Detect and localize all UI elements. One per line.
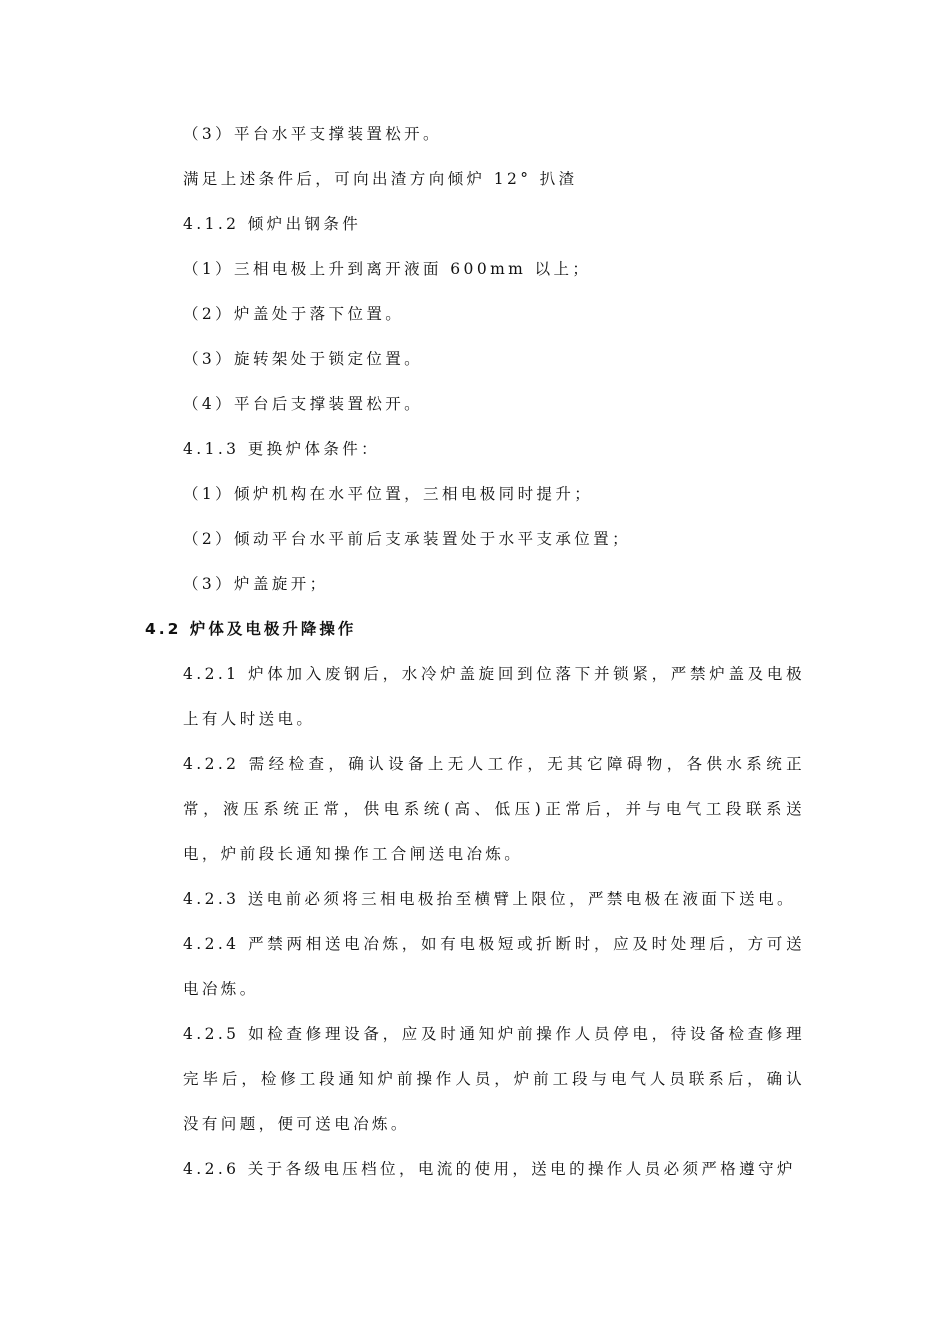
paragraph-4-2-5: 4.2.5 如检查修理设备，应及时通知炉前操作人员停电，待设备检查修理完毕后，检修工段通知炉前操作人员，炉前工段与电气人员联系后，确认没有问题，便可送电冶炼。 xyxy=(183,1025,805,1133)
section-4-1-2: 4.1.2 倾炉出钢条件 xyxy=(183,215,362,233)
list-item-2-support-position: （2）倾动平台水平前后支承装置处于水平支承位置； xyxy=(183,530,631,548)
list-item-2-roof: （2）炉盖处于落下位置。 xyxy=(183,305,405,323)
paragraph-4-2-3: 4.2.3 送电前必须将三相电极抬至横臂上限位，严禁电极在液面下送电。 xyxy=(183,890,796,908)
paragraph-tilt-slag: 满足上述条件后，可向出渣方向倾炉 12° 扒渣 xyxy=(183,170,578,188)
list-item-1-tilt-level: （1）倾炉机构在水平位置，三相电极同时提升； xyxy=(183,485,594,503)
list-item-3-roof-swing: （3）炉盖旋开； xyxy=(183,575,329,593)
paragraph-4-2-2: 4.2.2 需经检查，确认设备上无人工作，无其它障碍物，各供水系统正常，液压系统正常，供电系统(高、低压)正常后，并与电气工段联系送电，炉前段长通知操作工合闸送电冶炼。 xyxy=(183,755,805,863)
paragraph-4-2-1: 4.2.1 炉体加入废钢后，水冷炉盖旋回到位落下并锁紧，严禁炉盖及电极上有人时送电。 xyxy=(183,665,805,728)
section-heading-4-2: 4.2 炉体及电极升降操作 xyxy=(145,620,357,638)
list-item-1-electrodes: （1）三相电极上升到离开液面 600mm 以上； xyxy=(183,260,592,278)
section-4-1-3: 4.1.3 更换炉体条件： xyxy=(183,440,381,458)
document-body xyxy=(145,112,805,1192)
paragraph-4-2-4: 4.2.4 严禁两相送电冶炼，如有电极短或折断时，应及时处理后，方可送电冶炼。 xyxy=(183,935,805,998)
paragraph-3-platform-support: （3）平台水平支撑装置松开。 xyxy=(183,125,442,143)
list-item-4-rear-support: （4）平台后支撑装置松开。 xyxy=(183,395,424,413)
list-item-3-swivel: （3）旋转架处于锁定位置。 xyxy=(183,350,424,368)
paragraph-4-2-6: 4.2.6 关于各级电压档位，电流的使用，送电的操作人员必须严格遵守炉 xyxy=(183,1160,796,1178)
